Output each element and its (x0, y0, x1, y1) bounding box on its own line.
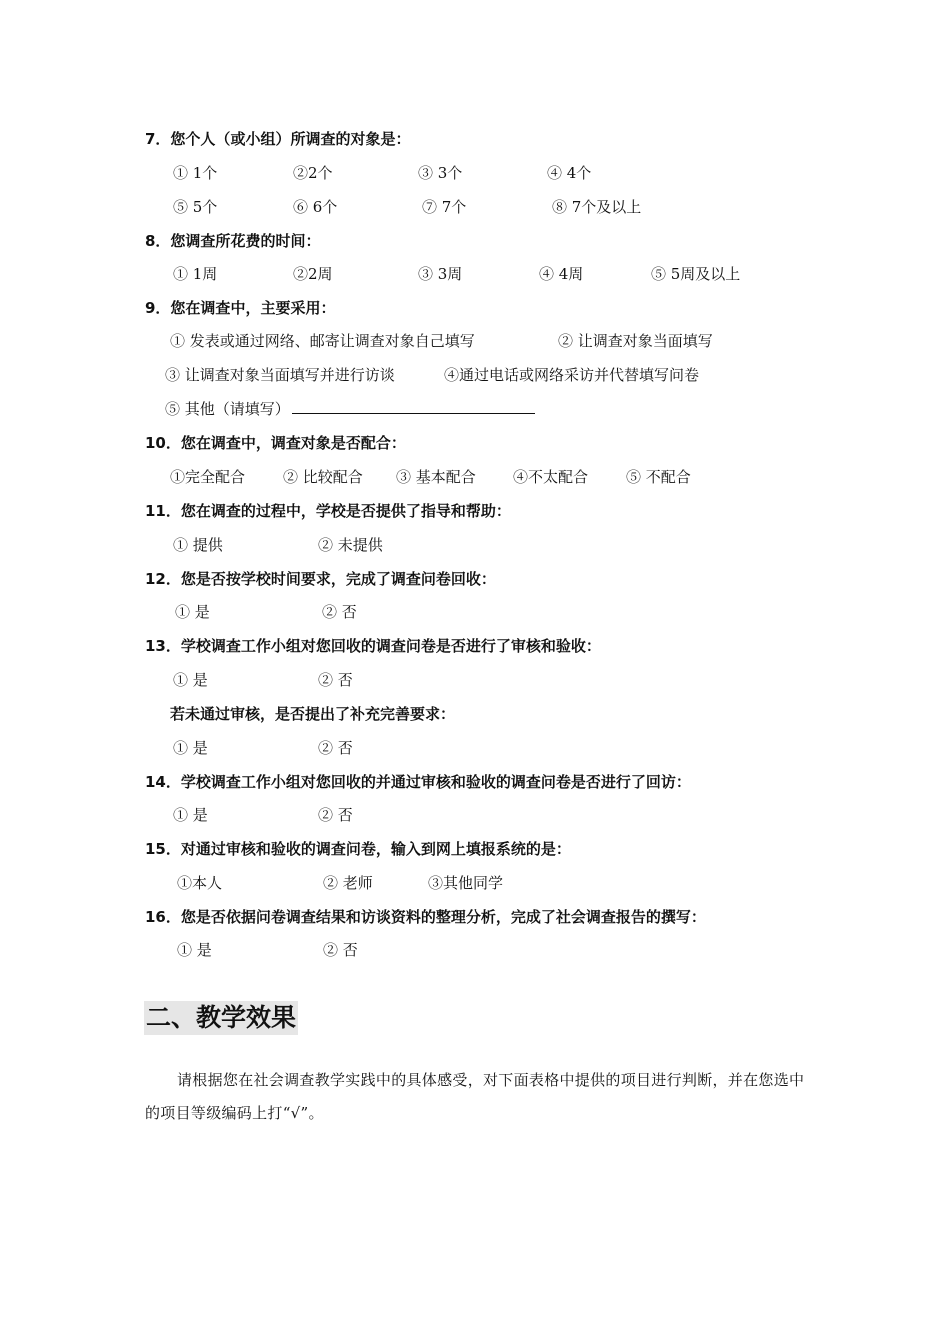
other-fill-in-blank[interactable] (292, 399, 535, 414)
question-7-label: 7．您个人（或小组）所调查的对象是： (145, 130, 411, 148)
question-10-label: 10．您在调查中，调查对象是否配合： (145, 434, 406, 452)
question-11-label: 11．您在调查的过程中，学校是否提供了指导和帮助： (145, 502, 511, 520)
question-15-label: 15．对通过审核和验收的调查问卷，输入到网上填报系统的是： (145, 840, 571, 858)
question-14-label: 14．学校调查工作小组对您回收的并通过审核和验收的调查问卷是否进行了回访： (145, 773, 691, 791)
option[interactable]: ② 老师 (323, 874, 373, 892)
option[interactable]: ⑦ 7个 (422, 198, 467, 216)
section-title: 二、教学效果 (144, 1001, 298, 1035)
question-8-label: 8．您调查所花费的时间： (145, 232, 321, 250)
option[interactable]: ⑥ 6个 (293, 198, 338, 216)
option[interactable]: ②2个 (293, 164, 333, 182)
option[interactable]: ① 1个 (173, 164, 218, 182)
option[interactable]: ③ 基本配合 (396, 468, 476, 486)
question-13-label: 13．学校调查工作小组对您回收的调查问卷是否进行了审核和验收： (145, 637, 601, 655)
option[interactable]: ① 是 (175, 603, 210, 621)
option[interactable]: ③ 让调查对象当面填写并进行访谈 (165, 366, 395, 384)
option-other-label: ⑤ 其他（请填写） (165, 400, 290, 418)
option[interactable]: ⑤ 不配合 (626, 468, 691, 486)
option-other[interactable] (165, 398, 535, 419)
option[interactable]: ③ 3个 (418, 164, 463, 182)
option[interactable]: ⑤ 5周及以上 (651, 265, 741, 283)
section-paragraph: 请根据您在社会调查教学实践中的具体感受，对下面表格中提供的项目进行判断，并在您选中的项目等级编码上打“√”。 (145, 1071, 805, 1122)
option[interactable]: ③ 3周 (418, 265, 463, 283)
option[interactable]: ④ 4周 (539, 265, 584, 283)
option[interactable]: ② 让调查对象当面填写 (558, 332, 713, 350)
option[interactable]: ②2周 (293, 265, 333, 283)
option[interactable]: ① 提供 (173, 536, 223, 554)
option[interactable]: ④通过电话或网络采访并代替填写问卷 (444, 366, 700, 384)
option[interactable]: ①本人 (177, 874, 223, 892)
option[interactable]: ① 发表或通过网络、邮寄让调查对象自己填写 (170, 332, 475, 350)
option[interactable]: ④不太配合 (513, 468, 589, 486)
option[interactable]: ② 未提供 (318, 536, 383, 554)
option[interactable]: ① 1周 (173, 265, 218, 283)
question-12-label: 12．您是否按学校时间要求，完成了调查问卷回收： (145, 570, 496, 588)
option[interactable]: ② 否 (318, 806, 353, 824)
option[interactable]: ② 否 (323, 941, 358, 959)
question-9-label: 9．您在调查中，主要采用： (145, 299, 336, 317)
option[interactable]: ①完全配合 (170, 468, 246, 486)
option[interactable]: ② 否 (322, 603, 357, 621)
option[interactable]: ② 比较配合 (283, 468, 363, 486)
option[interactable]: ③其他同学 (428, 874, 504, 892)
option[interactable]: ② 否 (318, 671, 353, 689)
option[interactable]: ② 否 (318, 739, 353, 757)
question-13-sub-label: 若未通过审核，是否提出了补充完善要求： (170, 705, 456, 723)
option[interactable]: ① 是 (173, 671, 208, 689)
option[interactable]: ⑤ 5个 (173, 198, 218, 216)
option[interactable]: ④ 4个 (547, 164, 592, 182)
option[interactable]: ① 是 (173, 806, 208, 824)
question-16-label: 16．您是否依据问卷调查结果和访谈资料的整理分析，完成了社会调查报告的撰写： (145, 908, 706, 926)
option[interactable]: ⑧ 7个及以上 (552, 198, 642, 216)
option[interactable]: ① 是 (177, 941, 212, 959)
option[interactable]: ① 是 (173, 739, 208, 757)
